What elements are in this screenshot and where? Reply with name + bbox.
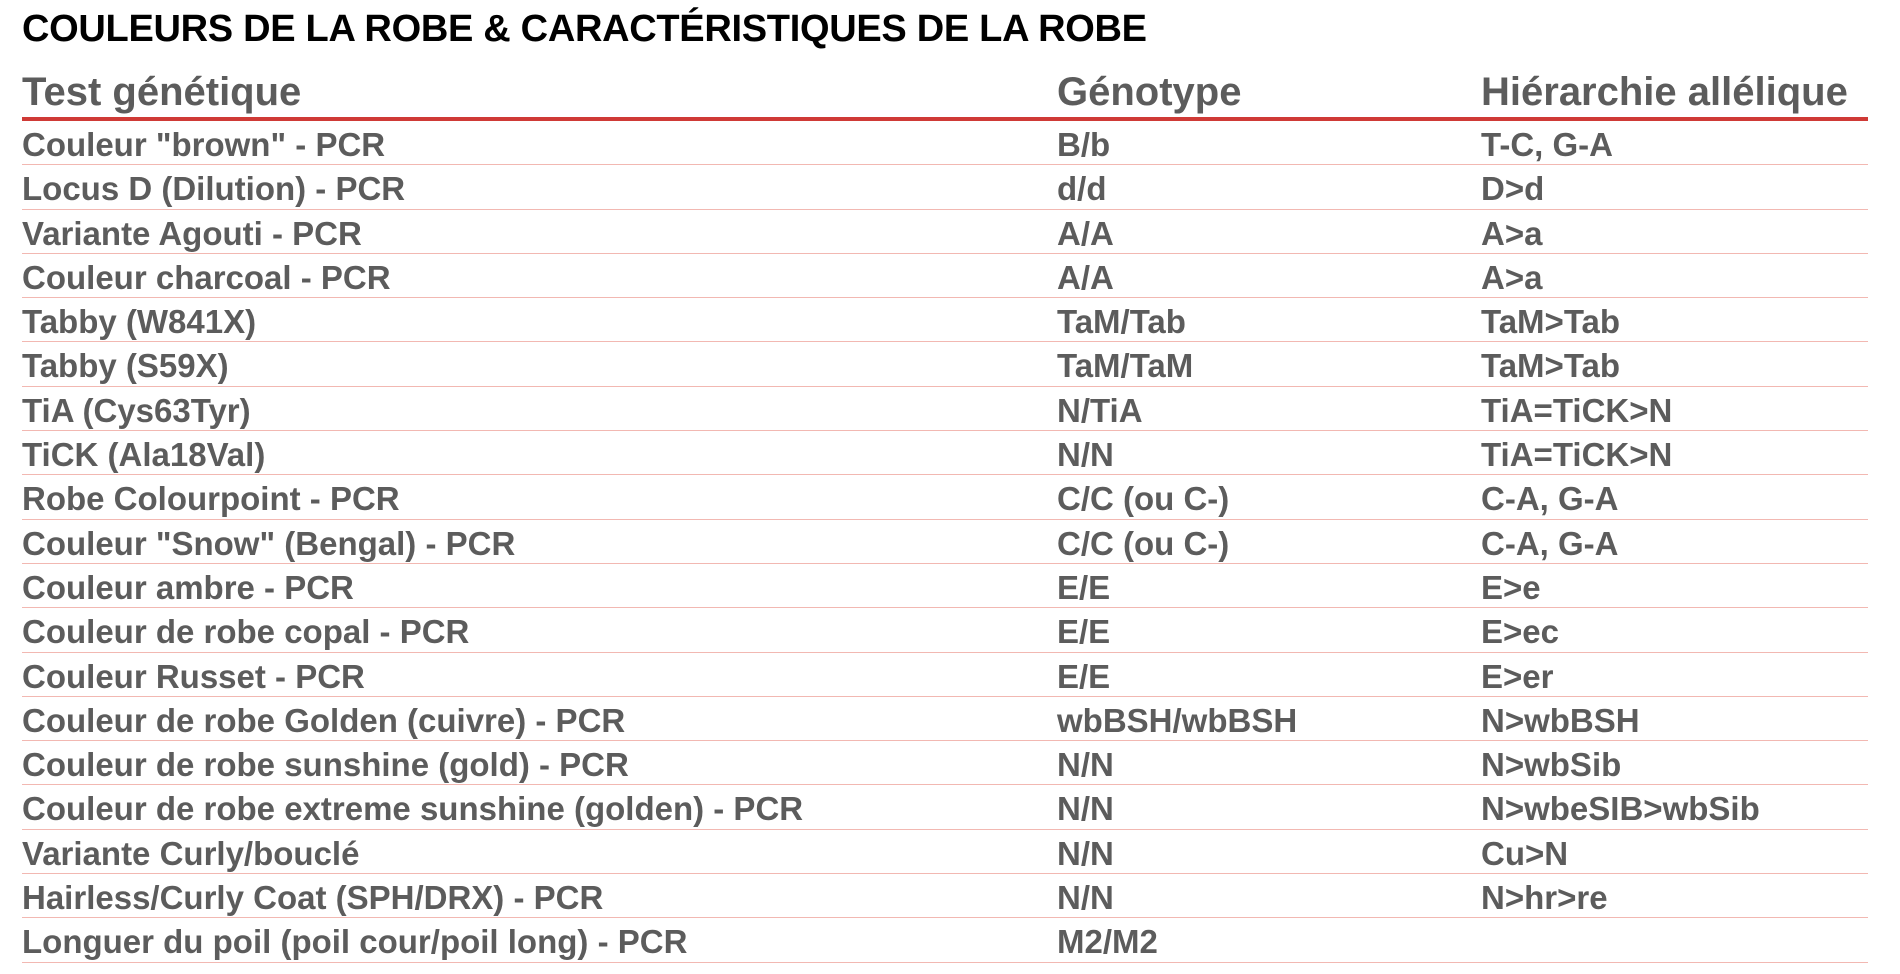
cell-hierarchy: T-C, G-A xyxy=(1481,126,1613,163)
cell-hierarchy: A>a xyxy=(1481,258,1543,296)
cell-genotype: E/E xyxy=(1057,613,1111,651)
table-row xyxy=(22,564,1868,608)
table-row xyxy=(22,918,1868,962)
cell-hierarchy: D>d xyxy=(1481,170,1545,208)
column-header-genotype: Génotype xyxy=(1057,70,1242,114)
cell-test: Couleur de robe copal - PCR xyxy=(22,613,470,651)
table-row xyxy=(22,830,1868,874)
cell-hierarchy: TaM>Tab xyxy=(1481,347,1621,385)
page-title: COULEURS DE LA ROBE & CARACTÉRISTIQUES DE LA ROBE xyxy=(22,8,1147,50)
table-row xyxy=(22,121,1868,165)
cell-hierarchy: E>e xyxy=(1481,568,1541,606)
cell-genotype: N/N xyxy=(1057,436,1114,474)
table-row xyxy=(22,520,1868,564)
cell-test: Couleur Russet - PCR xyxy=(22,657,365,695)
cell-genotype: E/E xyxy=(1057,657,1111,695)
cell-test: Couleur ambre - PCR xyxy=(22,568,354,606)
cell-genotype: E/E xyxy=(1057,568,1111,606)
cell-hierarchy: N>wbSib xyxy=(1481,746,1622,784)
cell-genotype: M2/M2 xyxy=(1057,923,1158,961)
table-row xyxy=(22,431,1868,475)
cell-hierarchy: A>a xyxy=(1481,214,1543,252)
cell-test: Tabby (W841X) xyxy=(22,303,257,341)
cell-test: Couleur de robe sunshine (gold) - PCR xyxy=(22,746,629,784)
table-row xyxy=(22,342,1868,386)
cell-hierarchy: TaM>Tab xyxy=(1481,303,1621,341)
cell-genotype: TaM/TaM xyxy=(1057,347,1194,385)
cell-hierarchy: E>ec xyxy=(1481,613,1559,651)
cell-test: Locus D (Dilution) - PCR xyxy=(22,170,406,208)
cell-genotype: N/N xyxy=(1057,790,1114,828)
cell-genotype: A/A xyxy=(1057,258,1114,296)
cell-test: Variante Agouti - PCR xyxy=(22,214,362,252)
table-row xyxy=(22,653,1868,697)
table-row xyxy=(22,387,1868,431)
cell-genotype: N/TiA xyxy=(1057,391,1143,429)
table-row xyxy=(22,210,1868,254)
table-row xyxy=(22,298,1868,342)
table-row xyxy=(22,165,1868,209)
table-row xyxy=(22,254,1868,298)
table-row xyxy=(22,874,1868,918)
table-header xyxy=(22,66,1868,121)
cell-hierarchy: Cu>N xyxy=(1481,834,1569,872)
cell-genotype: TaM/Tab xyxy=(1057,303,1186,341)
table-row xyxy=(22,608,1868,652)
cell-genotype: C/C (ou C-) xyxy=(1057,480,1230,518)
cell-test: Tabby (S59X) xyxy=(22,347,229,385)
table-row xyxy=(22,475,1868,519)
cell-test: TiA (Cys63Tyr) xyxy=(22,391,251,429)
cell-genotype: C/C (ou C-) xyxy=(1057,524,1230,562)
cell-test: Couleur charcoal - PCR xyxy=(22,258,391,296)
cell-hierarchy: TiA=TiCK>N xyxy=(1481,436,1673,474)
cell-test: Couleur "brown" - PCR xyxy=(22,126,386,163)
cell-hierarchy: C-A, G-A xyxy=(1481,524,1619,562)
cell-test: Hairless/Curly Coat (SPH/DRX) - PCR xyxy=(22,879,604,917)
cell-genotype: B/b xyxy=(1057,126,1111,163)
cell-test: Couleur de robe extreme sunshine (golden) - PCR xyxy=(22,790,804,828)
cell-genotype: N/N xyxy=(1057,746,1114,784)
column-header-test: Test génétique xyxy=(22,70,302,114)
cell-hierarchy: E>er xyxy=(1481,657,1554,695)
table-row xyxy=(22,741,1868,785)
table-row xyxy=(22,785,1868,829)
cell-test: Couleur "Snow" (Bengal) - PCR xyxy=(22,524,516,562)
table-body xyxy=(22,121,1868,963)
cell-genotype: wbBSH/wbBSH xyxy=(1057,701,1298,739)
cell-hierarchy: TiA=TiCK>N xyxy=(1481,391,1673,429)
cell-test: Longuer du poil (poil cour/poil long) - PCR xyxy=(22,923,688,961)
cell-test: Variante Curly/bouclé xyxy=(22,834,360,872)
cell-genotype: d/d xyxy=(1057,170,1107,208)
cell-test: Robe Colourpoint - PCR xyxy=(22,480,400,518)
cell-genotype: A/A xyxy=(1057,214,1114,252)
cell-hierarchy: N>wbeSIB>wbSib xyxy=(1481,790,1760,828)
cell-test: TiCK (Ala18Val) xyxy=(22,436,266,474)
genetics-table xyxy=(22,66,1868,963)
column-header-hierarchy: Hiérarchie allélique xyxy=(1481,70,1848,114)
table-row xyxy=(22,697,1868,741)
cell-hierarchy: C-A, G-A xyxy=(1481,480,1619,518)
cell-test: Couleur de robe Golden (cuivre) - PCR xyxy=(22,701,626,739)
cell-hierarchy: N>hr>re xyxy=(1481,879,1608,917)
cell-genotype: N/N xyxy=(1057,879,1114,917)
cell-hierarchy: N>wbBSH xyxy=(1481,701,1640,739)
cell-genotype: N/N xyxy=(1057,834,1114,872)
